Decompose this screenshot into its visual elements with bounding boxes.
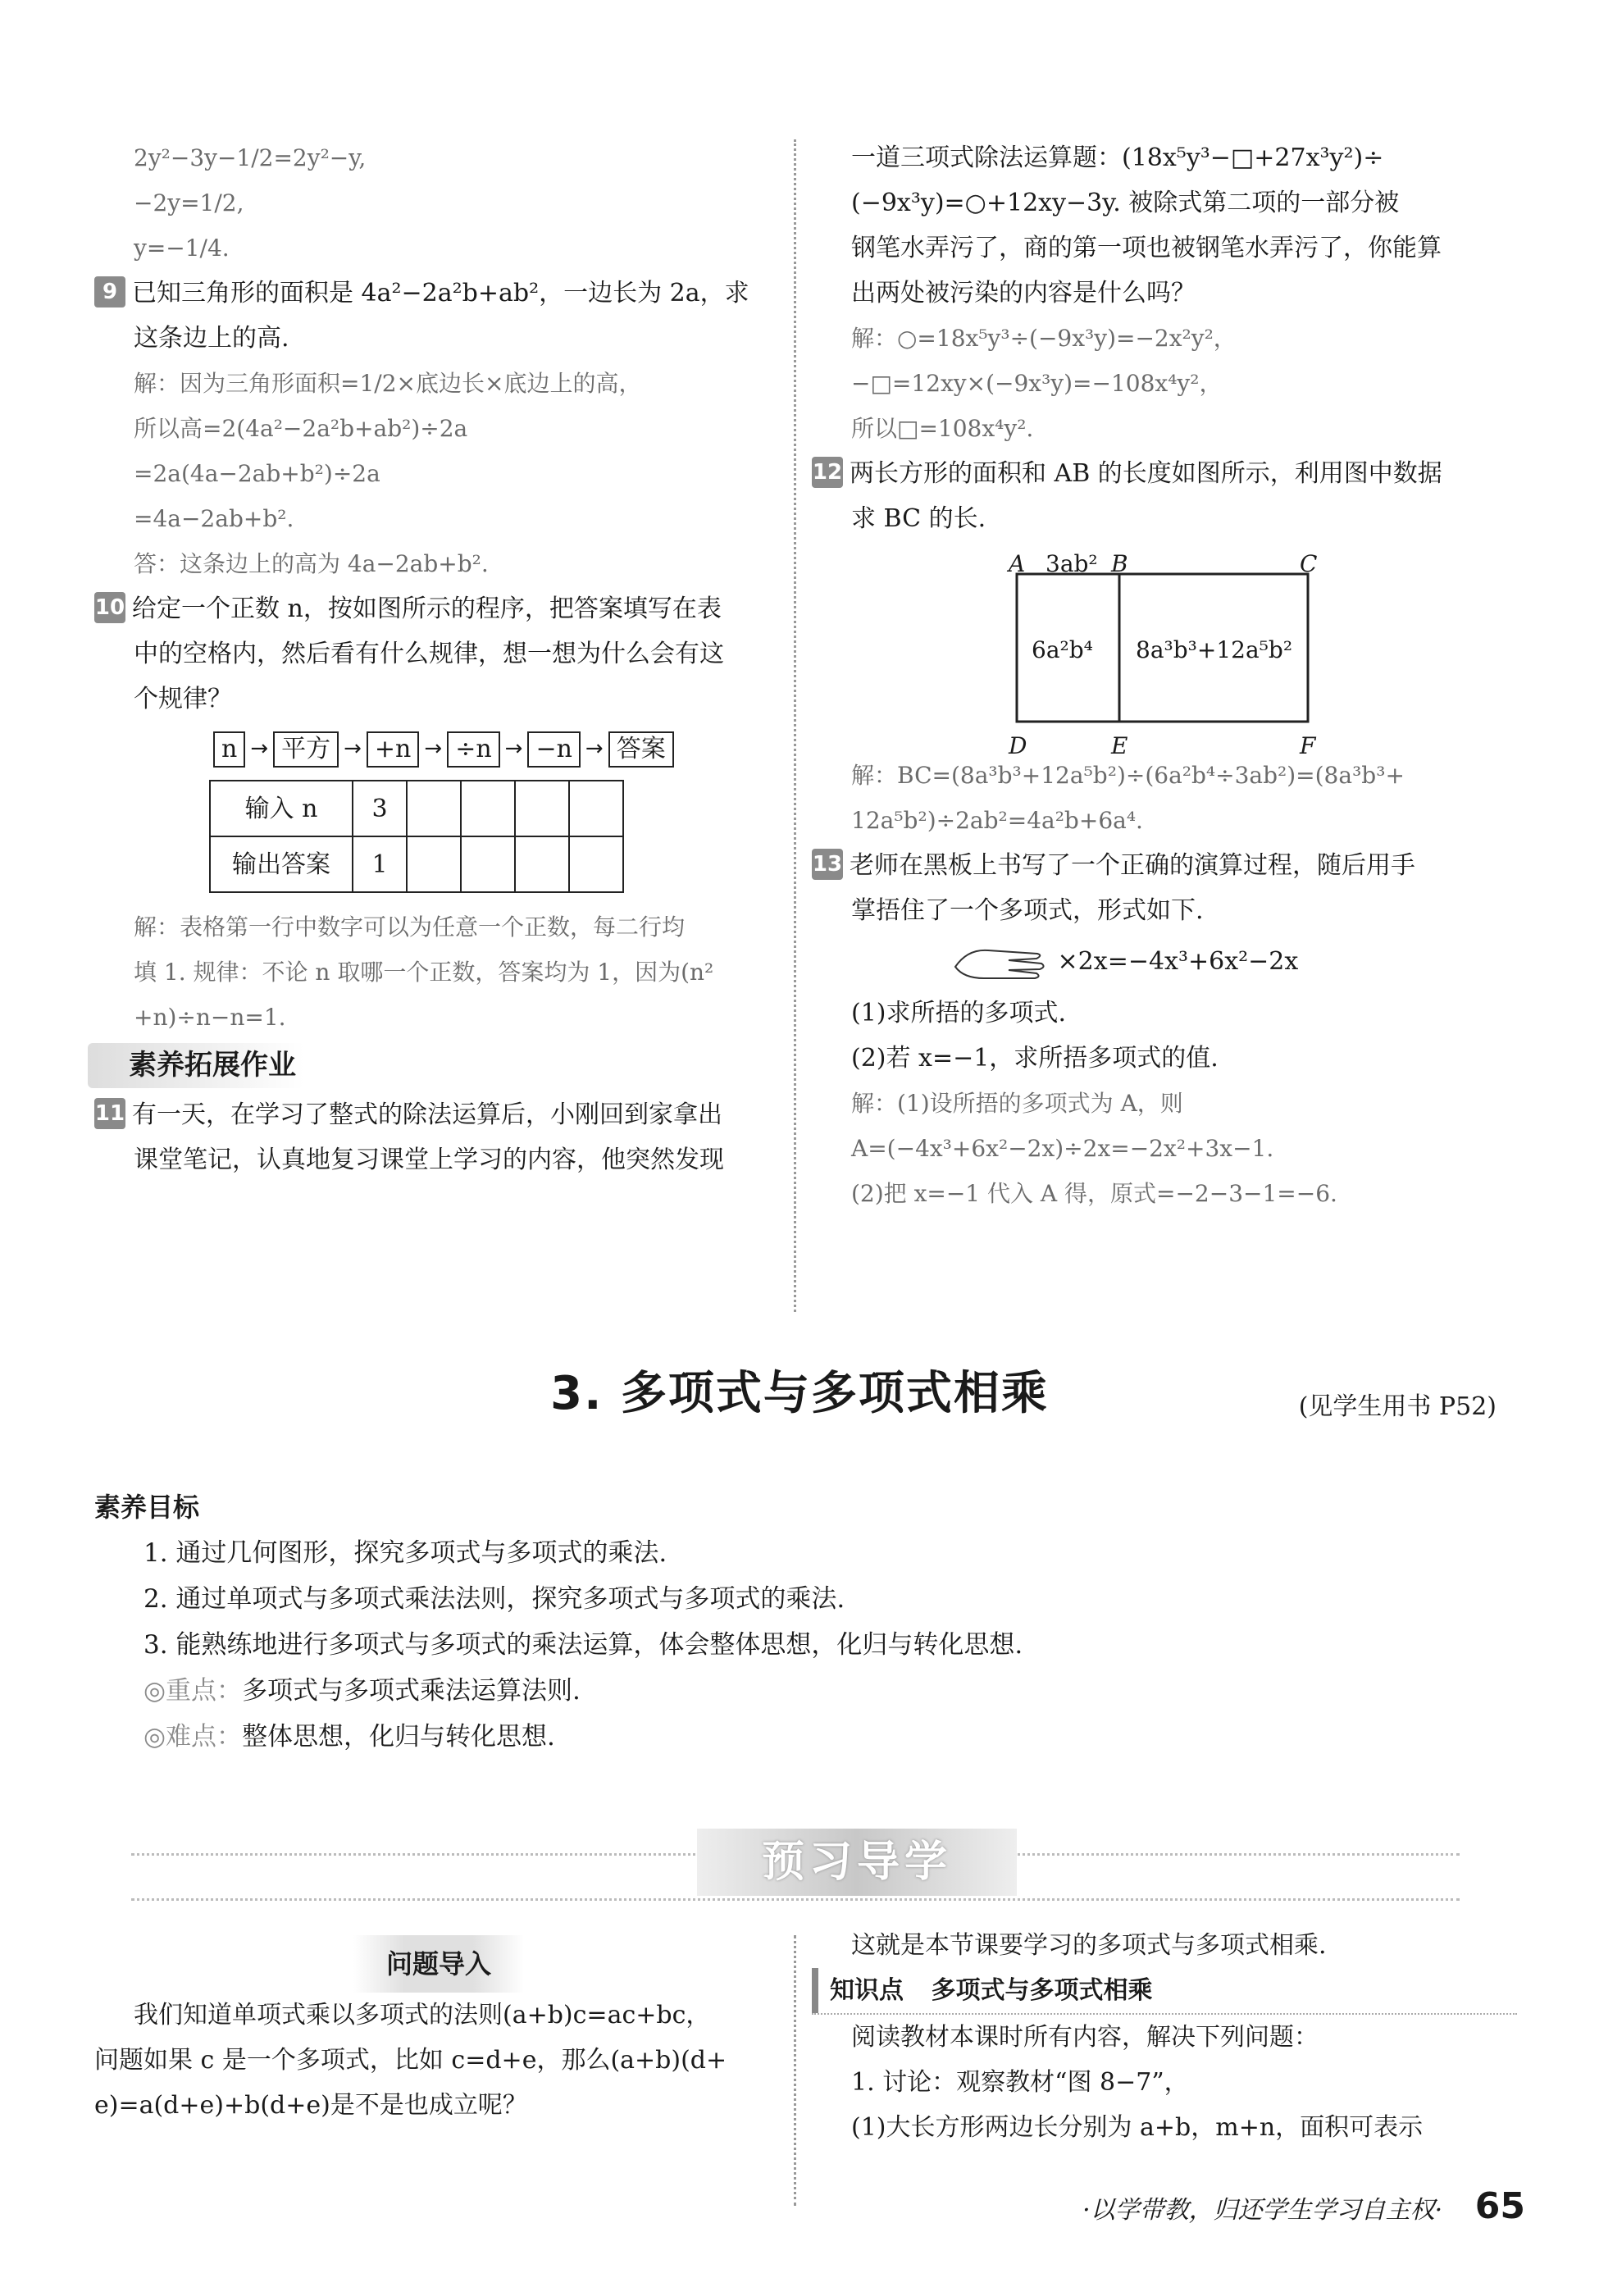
table-cell: 输入 n (210, 781, 353, 836)
solution-line: 12a⁵b²)÷2ab²=4a²b+6a⁴. (851, 807, 1143, 834)
flow-box: ÷n (447, 731, 499, 768)
solution-line: 解：因为三角形面积=1/2×底边长×底边上的高， (134, 370, 642, 397)
flow-box: 答案 (608, 731, 674, 768)
goals-heading: 素养目标 (94, 1492, 200, 1523)
table-cell (569, 836, 623, 892)
solution-line: −□=12xy×(−9x³y)=−108x⁴y²， (851, 370, 1223, 397)
hand-icon (951, 942, 1050, 983)
carry-line: 2y²−3y−1/2=2y²−y, (134, 144, 367, 171)
knowledge-point-heading (812, 1968, 1517, 2015)
hidden-formula (812, 933, 1517, 991)
table-cell (461, 836, 515, 892)
table-cell (515, 781, 569, 836)
book-reference: (见学生用书 P52) (1298, 1392, 1496, 1421)
intro-text: 我们知道单项式乘以多项式的法则(a+b)c=ac+bc， (134, 2001, 711, 2029)
table-row (210, 781, 623, 836)
solution-line: 所以□=108x⁴y². (851, 415, 1034, 442)
column-divider (794, 1935, 796, 2206)
knowledge-text: 阅读教材本课时所有内容，解决下列问题： (851, 2023, 1319, 2052)
question-13 (812, 843, 1517, 888)
question-text: 掌捂住了一个多项式，形式如下. (851, 896, 1204, 925)
question-12 (812, 451, 1517, 496)
label-b: B (1111, 550, 1128, 577)
question-text: 求 BC 的长. (851, 504, 986, 533)
solution-line: =4a−2ab+b². (134, 505, 294, 532)
program-flowchart (213, 727, 783, 772)
question-part: (1)求所捂的多项式. (851, 999, 1067, 1027)
solution-line: (2)把 x=−1 代入 A 得，原式=−2−3−1=−6. (851, 1180, 1337, 1207)
question-number: 10 (94, 592, 125, 623)
question-9 (94, 271, 783, 316)
carry-line: y=−1/4. (134, 235, 230, 262)
table-cell: 3 (353, 781, 407, 836)
goal-item: 2. 通过单项式与多项式乘法法则，探究多项式与多项式的乘法. (144, 1584, 845, 1614)
question-number: 11 (94, 1098, 125, 1129)
label-d: D (1009, 732, 1027, 759)
flow-box: n (213, 731, 245, 768)
knowledge-point-label: 知识点 (812, 1968, 904, 2013)
intro-conclusion: 这就是本节课要学习的多项式与多项式相乘. (851, 1931, 1327, 1960)
left-column (94, 135, 783, 1182)
arrow-icon: → (585, 736, 604, 761)
arrow-icon: → (250, 736, 269, 761)
solution-line: 解：BC=(8a³b³+12a⁵b²)÷(6a²b⁴÷3ab²)=(8a³b³+ (851, 762, 1405, 789)
learning-goals (94, 1484, 1023, 1760)
label-ab: 3ab² (1046, 550, 1098, 577)
key-text: 多项式与多项式乘法运算法则. (242, 1676, 581, 1706)
right-column (812, 135, 1517, 1216)
arrow-icon: → (504, 736, 523, 761)
question-text: 钢笔水弄污了，商的第一项也被钢笔水弄污了，你能算 (851, 234, 1442, 262)
difficulty-point (94, 1714, 1023, 1760)
intro-heading-row (94, 1935, 783, 1993)
flow-box: 平方 (273, 731, 339, 768)
question-text: 有一天，在学习了整式的除法运算后，小刚回到家拿出 (132, 1100, 722, 1129)
footer-motto: ·以学带教，归还学生学习自主权· (1082, 2196, 1443, 2225)
table-cell (515, 836, 569, 892)
preview-banner: 预习导学 (697, 1829, 1017, 1896)
flow-box: +n (367, 731, 419, 768)
page-footer (1082, 2185, 1525, 2227)
solution-line: 所以高=2(4a²−2a²b+ab²)÷2a (134, 415, 468, 442)
solution-line: 解：○=18x⁵y³÷(−9x³y)=−2x²y²， (851, 325, 1237, 352)
label-left-area: 6a²b⁴ (1032, 636, 1093, 663)
arrow-icon: → (344, 736, 362, 761)
question-text: 课堂笔记，认真地复习课堂上学习的内容，他突然发现 (134, 1146, 724, 1174)
difficulty-text: 整体思想，化归与转化思想. (242, 1722, 555, 1752)
question-number: 12 (812, 457, 843, 488)
column-divider (794, 139, 796, 1312)
question-10 (94, 586, 783, 631)
intro-heading: 问题导入 (353, 1935, 524, 1993)
question-text: (−9x³y)=○+12xy−3y. 被除式第二项的一部分被 (851, 189, 1400, 217)
difficulty-label: ◎难点： (144, 1722, 243, 1752)
question-text: 这条边上的高. (134, 324, 289, 353)
table-cell (569, 781, 623, 836)
question-text: 个规律？ (134, 685, 232, 713)
intro-text: 问题如果 c 是一个多项式，比如 c=d+e，那么(a+b)(d+ (94, 2046, 727, 2075)
label-c: C (1300, 550, 1318, 577)
knowledge-column (812, 1923, 1517, 2150)
label-a: A (1009, 550, 1026, 577)
table-cell: 输出答案 (210, 836, 353, 892)
label-e: E (1111, 732, 1128, 759)
page-number: 65 (1474, 2185, 1525, 2227)
knowledge-point-title: 多项式与多项式相乘 (931, 1976, 1153, 2005)
knowledge-text: (1)大长方形两边长分别为 a+b，m+n，面积可表示 (851, 2113, 1424, 2142)
arrow-icon: → (424, 736, 443, 761)
question-number: 13 (812, 849, 843, 880)
solution-line: =2a(4a−2ab+b²)÷2a (134, 460, 380, 487)
table-row (210, 836, 623, 892)
question-11 (94, 1092, 783, 1137)
question-text: 老师在黑板上书写了一个正确的演算过程，随后用手 (850, 851, 1415, 880)
formula-text: ×2x=−4x³+6x²−2x (1057, 947, 1299, 976)
section-heading (94, 1043, 783, 1089)
label-f: F (1300, 732, 1316, 759)
solution-line: 解：(1)设所捂的多项式为 A，则 (851, 1090, 1183, 1117)
question-text: 两长方形的面积和 AB 的长度如图所示，利用图中数据 (850, 459, 1442, 488)
table-cell: 1 (353, 836, 407, 892)
table-cell (407, 781, 461, 836)
solution-line: 解：表格第一行中数字可以为任意一个正数，每二行均 (134, 913, 686, 941)
solution-line: 填 1. 规律：不论 n 取哪一个正数，答案均为 1，因为(n² (134, 959, 714, 986)
solution-line: +n)÷n−n=1. (134, 1004, 286, 1031)
goal-item: 3. 能熟练地进行多项式与多项式的乘法运算，体会整体思想，化归与转化思想. (144, 1630, 1023, 1660)
goal-item: 1. 通过几何图形，探究多项式与多项式的乘法. (144, 1538, 667, 1568)
knowledge-text: 1. 讨论：观察教材“图 8−7”， (851, 2068, 1189, 2097)
question-text: 给定一个正数 n，按如图所示的程序，把答案填写在表 (132, 594, 722, 623)
key-label: ◎重点： (144, 1676, 243, 1706)
question-text: 一道三项式除法运算题：(18x⁵y³−□+27x³y²)÷ (851, 144, 1384, 172)
solution-line: 答：这条边上的高为 4a−2ab+b². (134, 550, 489, 577)
label-right-area: 8a³b³+12a⁵b² (1136, 636, 1293, 663)
lesson-title: 3. 多项式与多项式相乘 (550, 1367, 1049, 1420)
flow-box: −n (527, 731, 580, 768)
key-point (94, 1668, 1023, 1714)
question-part: (2)若 x=−1，求所捂多项式的值. (851, 1044, 1219, 1073)
banner-rule (131, 1898, 1460, 1901)
question-text: 出两处被污染的内容是什么吗？ (851, 279, 1196, 308)
solution-line: A=(−4x³+6x²−2x)÷2x=−2x²+3x−1. (851, 1135, 1274, 1162)
question-text: 已知三角形的面积是 4a²−2a²b+ab²，一边长为 2a，求 (132, 279, 749, 308)
rectangle-diagram (1009, 541, 1419, 759)
table-cell (461, 781, 515, 836)
section-tag: 素养拓展作业 (88, 1043, 304, 1088)
carry-line: −2y=1/2, (134, 189, 244, 216)
question-number: 9 (94, 276, 125, 308)
question-text: 中的空格内，然后看有什么规律，想一想为什么会有这 (134, 640, 724, 668)
intro-column (94, 1935, 783, 2128)
table-cell (407, 836, 461, 892)
intro-text: e)=a(d+e)+b(d+e)是不是也成立呢？ (94, 2091, 527, 2120)
input-output-table (209, 780, 624, 893)
